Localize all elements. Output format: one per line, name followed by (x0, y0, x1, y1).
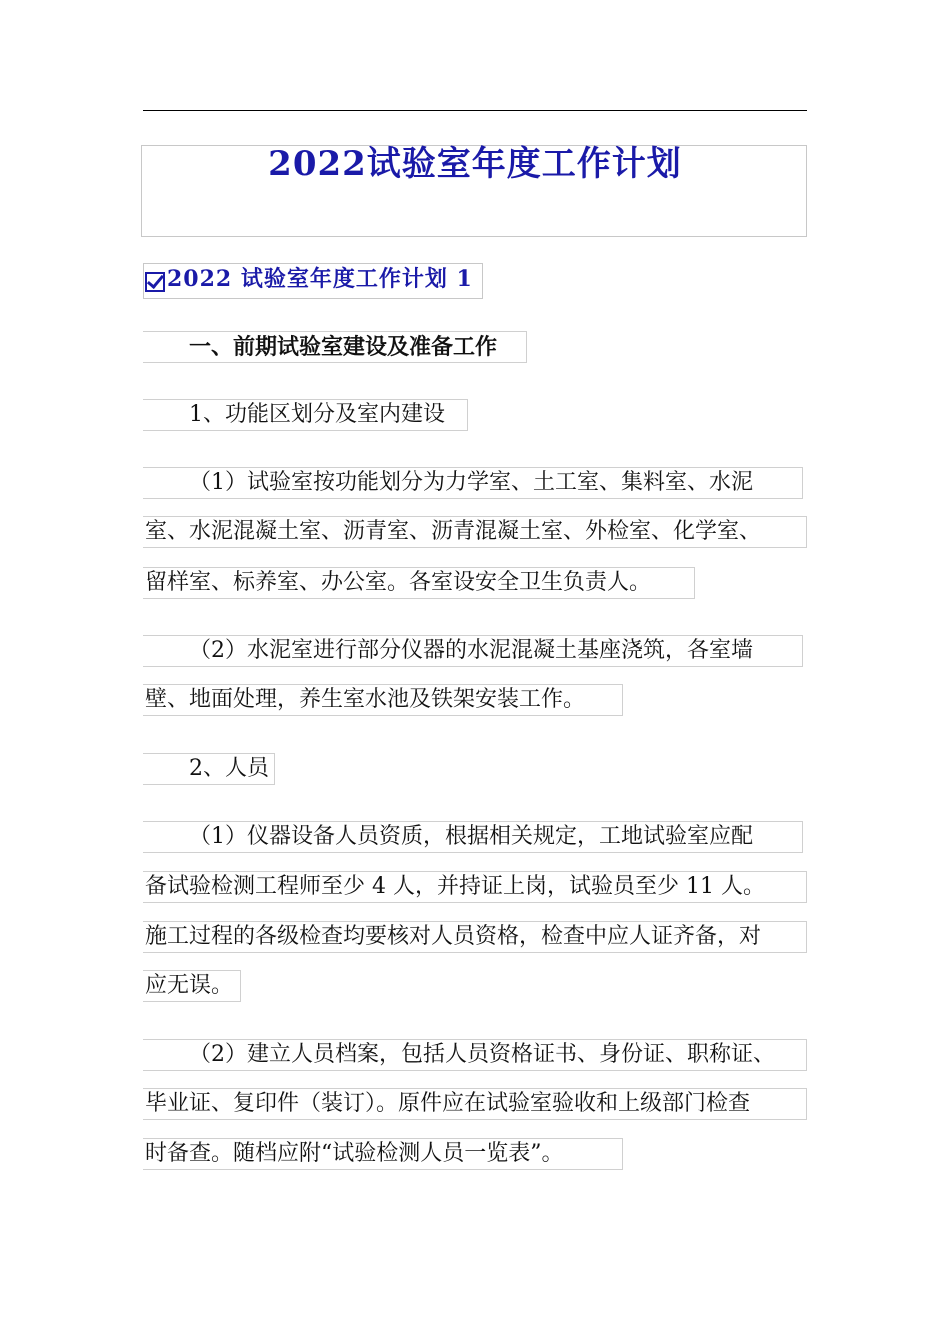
paragraph-line: 备试验检测工程师至少 4 人，并持证上岗，试验员至少 11 人。 (143, 871, 807, 903)
paragraph-line: （1）试验室按功能划分为力学室、土工室、集料室、水泥 (143, 467, 803, 499)
document-title: 2022试验室年度工作计划 (268, 144, 682, 184)
section-heading-text: 2022 试验室年度工作计划 1 (167, 266, 473, 292)
paragraph-line: （2）建立人员档案，包括人员资格证书、身份证、职称证、 (143, 1039, 807, 1071)
header-rule (143, 110, 807, 111)
heading-preparation: 一、前期试验室建设及准备工作 (143, 331, 527, 363)
paragraph-line: 应无误。 (143, 970, 241, 1002)
section-heading (145, 262, 473, 293)
paragraph-line: 留样室、标养室、办公室。各室设安全卫生负责人。 (143, 567, 695, 599)
checkbox-icon (145, 272, 165, 292)
paragraph-line: （2）水泥室进行部分仪器的水泥混凝土基座浇筑，各室墙 (143, 635, 803, 667)
paragraph-line: 时备查。随档应附“试验检测人员一览表”。 (143, 1138, 623, 1170)
paragraph-line: （1）仪器设备人员资质，根据相关规定，工地试验室应配 (143, 821, 803, 853)
paragraph-line: 施工过程的各级检查均要核对人员资格，检查中应人证齐备，对 (143, 921, 807, 953)
paragraph-line: 室、水泥混凝土室、沥青室、沥青混凝土室、外检室、化学室、 (143, 516, 807, 548)
subheading-personnel: 2、人员 (143, 753, 275, 785)
paragraph-line: 毕业证、复印件（装订）。原件应在试验室验收和上级部门检查 (143, 1088, 807, 1120)
paragraph-line: 壁、地面处理，养生室水池及铁架安装工作。 (143, 684, 623, 716)
subheading-function-area: 1、功能区划分及室内建设 (143, 399, 468, 431)
